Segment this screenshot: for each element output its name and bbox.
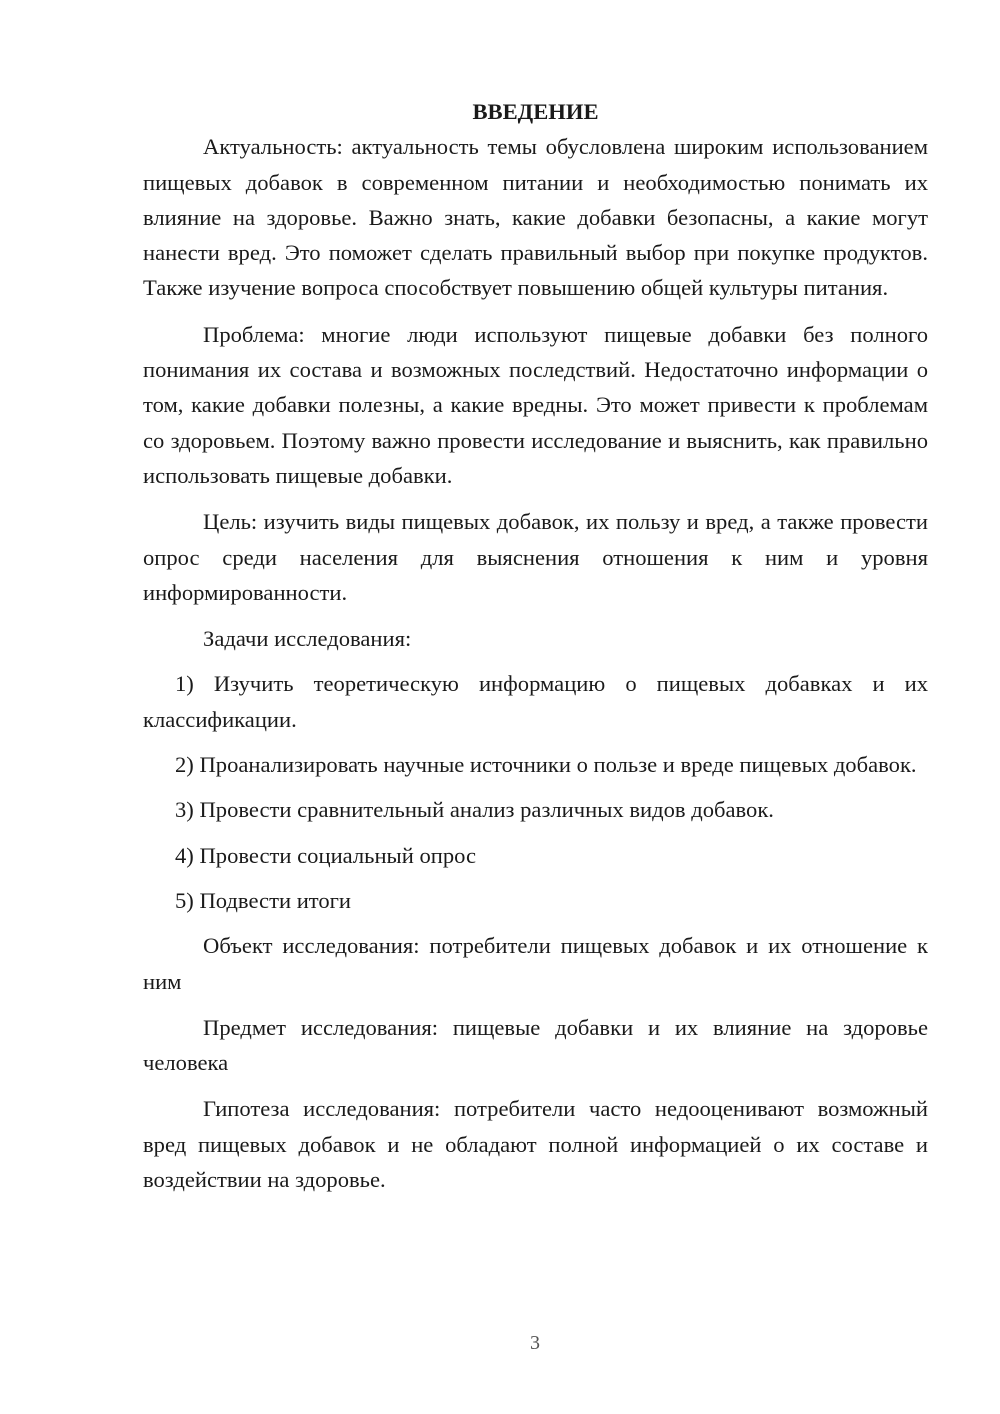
task-item: 1) Изучить теоретическую информацию о пищевых добавках и их классификации. — [143, 671, 928, 732]
object-paragraph: Объект исследования: потребители пищевых добавок и их отношение к ним — [143, 933, 928, 994]
hypothesis-paragraph: Гипотеза исследования: потребители часто недооценивают возможный вред пищевых добавок и не обладают полной информацией о их составе и воздействии на здоровье. — [143, 1096, 928, 1193]
page-number: 3 — [530, 1332, 540, 1354]
page-content — [143, 94, 928, 1197]
task-item: 4) Провести социальный опрос — [175, 842, 477, 868]
task-item: 5) Подвести итоги — [175, 887, 352, 913]
task-item: 3) Провести сравнительный анализ различных видов добавок. — [175, 797, 774, 823]
tasks-title: Задачи исследования: — [203, 626, 412, 652]
problem-paragraph: Проблема: многие люди используют пищевые добавки без полного понимания их состава и возможных последствий. Недостаточно информации о том, какие добавки полезны, а какие вредны. Это может привести к проблемам со здоровьем. Поэтому важно провести исследование и выяснить, как правильно использовать пищевые добавки. — [143, 321, 928, 488]
relevance-paragraph: Актуальность: актуальность темы обусловлена широким использованием пищевых добавок в современном питании и необходимостью понимать их влияние на здоровье. Важно знать, какие добавки безопасны, а какие могут нанести вред. Это поможет сделать правильный выбор при покупке продуктов. Также изучение вопроса способствует повышению общей культуры питания. — [143, 134, 928, 301]
task-item: 2) Проанализировать научные источники о пользе и вреде пищевых добавок. — [175, 752, 917, 778]
goal-paragraph: Цель: изучить виды пищевых добавок, их пользу и вред, а также провести опрос среди населения для выяснения отношения к ним и уровня информированности. — [143, 509, 928, 605]
subject-paragraph: Предмет исследования: пищевые добавки и их влияние на здоровье человека — [143, 1014, 928, 1076]
section-heading: ВВЕДЕНИЕ — [472, 99, 599, 124]
